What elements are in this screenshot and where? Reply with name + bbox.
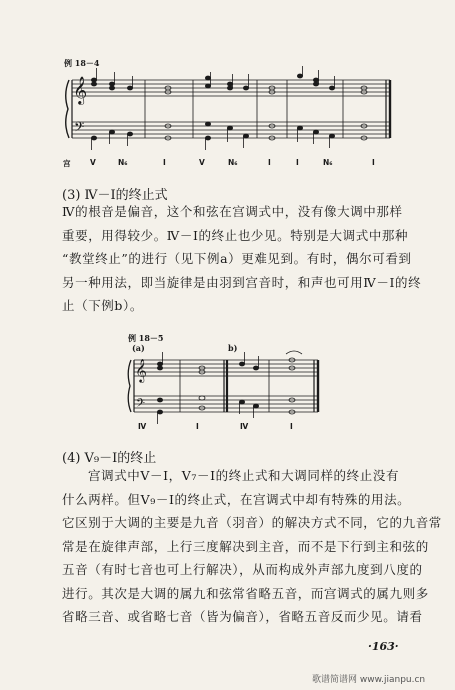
chord-symbol: Ⅰ <box>196 422 199 431</box>
text-line: 进行。其次是大调的属九和弦常省略五音，而宫调式的属九则多 <box>62 585 429 601</box>
text-line: 五音（有时七音也可上行解决），从而构成外声部九度到八度的 <box>62 562 423 577</box>
text-line: Ⅳ的根音是偏音，这个和弦在宫调式中，没有像大调中那样 <box>62 204 403 219</box>
chord-symbol: I <box>163 158 166 167</box>
text-line: 它区别于大调的主要是九音（羽音）的解决方式不同，它的九音常 <box>62 515 442 530</box>
example-label: 例 18－4 <box>64 58 100 68</box>
chord-symbol: 宫 <box>63 159 71 168</box>
example-label: 例 18－5 <box>128 333 164 343</box>
section-heading: (3) Ⅳ－Ⅰ的终止式 <box>62 188 168 203</box>
text-line: 另一种用法，即当旋律是由羽到宫音时，和声也可用Ⅳ－Ⅰ的终 <box>62 274 422 290</box>
paragraph-section-4 <box>62 464 442 629</box>
watermark: 歌谱简谱网 www.jianpu.cn <box>312 675 426 685</box>
text-line: “教堂终止”的进行（见下例a）更难见到。有时，偶尔可看到 <box>62 251 412 266</box>
svg-text:𝄞: 𝄞 <box>135 358 147 382</box>
chord-symbol: N₆ <box>323 158 333 167</box>
chord-symbol: Ⅰ <box>290 422 293 431</box>
chord-symbol: V <box>90 158 96 167</box>
svg-text:𝄞: 𝄞 <box>73 76 88 104</box>
text-line: 常是在旋律声部，上行三度解决到主音，而不是下行到主和弦的 <box>62 538 429 554</box>
section-heading: (4) V₉－Ⅰ的终止 <box>62 451 157 466</box>
text-line: 止（下例b）。 <box>62 298 143 313</box>
svg-text:𝄢: 𝄢 <box>136 397 146 413</box>
music-score-example-18-4 <box>60 66 395 166</box>
text-line: 宫调式中Ⅴ－Ⅰ，Ⅴ₇－Ⅰ的终止式和大调同样的终止没有 <box>88 468 400 483</box>
example-mark-a: (a) <box>132 343 145 353</box>
text-line: 什么两样。但Ⅴ₉－Ⅰ的终止式，在宫调式中却有特殊的用法。 <box>62 491 411 507</box>
chord-symbol: Ⅳ <box>240 422 249 431</box>
chord-symbol: N₆ <box>228 158 238 167</box>
chord-symbol: Ⅳ <box>138 422 147 431</box>
example-mark-b: b) <box>228 343 238 353</box>
chord-symbol: I <box>268 158 271 167</box>
text-line: 重要，用得较少。Ⅳ－Ⅰ的终止也少见。特别是大调式中那种 <box>62 227 409 243</box>
paragraph-section-3 <box>62 200 421 318</box>
svg-text:𝄢: 𝄢 <box>74 119 85 138</box>
chord-symbol: I <box>372 158 375 167</box>
chord-symbol: V <box>199 158 205 167</box>
chord-symbol: I <box>296 158 299 167</box>
text-line: 省略三音、或省略七音（皆为偏音），省略五音反而少见。请看 <box>62 609 423 624</box>
music-score-example-18-5 <box>124 350 324 432</box>
chord-symbol: N₆ <box>118 158 128 167</box>
page-number: ·163· <box>368 640 399 653</box>
